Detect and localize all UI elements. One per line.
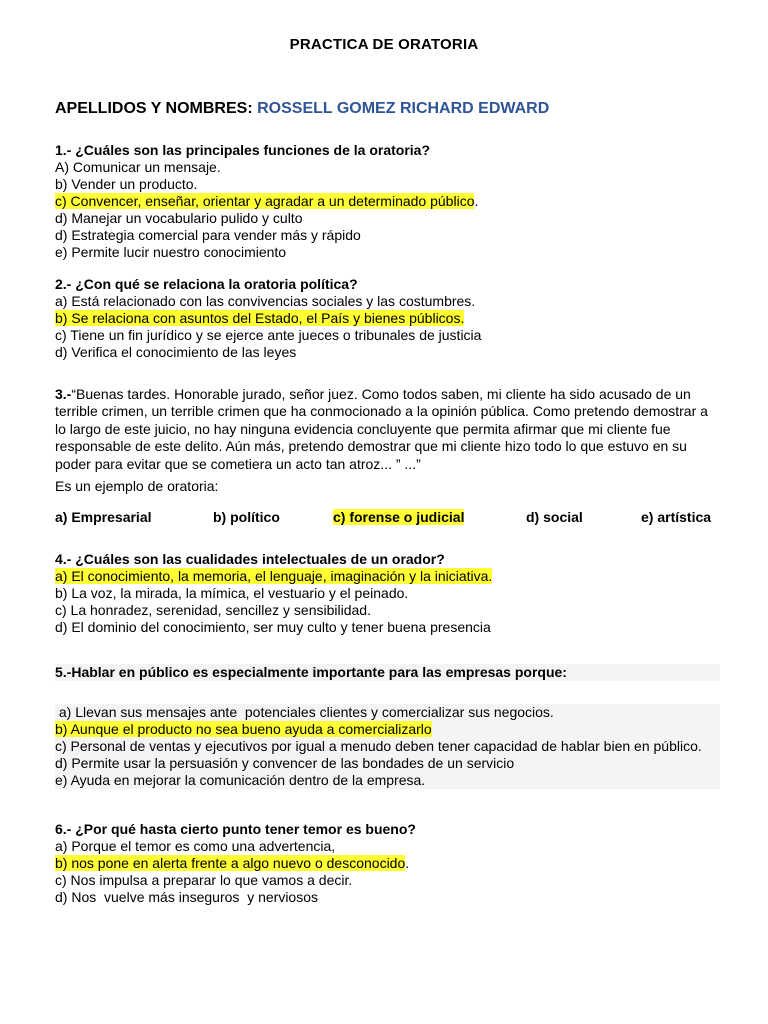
q1-option-b: b) Vender un producto. [55, 176, 198, 192]
q3-option-d: d) social [526, 509, 583, 525]
question-4-title [55, 551, 720, 568]
q6-option-a: a) Porque el temor es como una advertencia, [55, 838, 336, 854]
q1-option-e: e) Permite lucir nuestro conocimiento [55, 244, 287, 260]
question-2-text: ¿Con qué se relaciona la oratoria política? [75, 276, 358, 292]
question-3 [55, 386, 720, 473]
question-5-title: 5.-Hablar en público es especialmente importante para las empresas porque: [55, 664, 720, 681]
q2-option-d: d) Verifica el conocimiento de las leyes [55, 344, 297, 360]
question-3-number: 3.- [55, 386, 72, 402]
q1-option-c-answer [55, 193, 720, 210]
q6-option-c: c) Nos impulsa a preparar lo que vamos a decir. [55, 872, 353, 888]
page-title: PRACTICA DE ORATORIA [289, 36, 479, 53]
student-name-line [55, 100, 549, 118]
question-5 [55, 664, 720, 681]
q3-option-e: e) artística [641, 509, 712, 525]
question-5-options [55, 704, 720, 789]
q5-answer-highlight: b) Aunque el producto no sea bueno ayuda a comercializarlo [55, 721, 432, 737]
question-1-title [55, 142, 720, 159]
q4-answer-highlight: a) El conocimiento, la memoria, el lenguaje, imaginación y la iniciativa. [55, 568, 493, 584]
question-3-quote: “Buenas tardes. Honorable jurado, señor juez. Como todos saben, mi cliente ha sido acusado de un terrible crimen, un terrible crimen que ha conmocionado a la opinión pública. Como pretendo demostrar a lo largo de este juicio, no hay ninguna evidencia concluyente que permita afirmar que mi cliente fue responsable de este delito. Aún más, pretendo demostrar que mi cliente hizo todo lo que estuvo en su poder para evitar que se cometiera un acto tan atroz... ” ...” [55, 386, 708, 472]
q5-option-a: a) Llevan sus mensajes ante potenciales clientes y comercializar sus negocios. [55, 704, 554, 720]
q2-option-b-answer [55, 310, 720, 327]
q4-option-c: c) La honradez, serenidad, sencillez y sensibilidad. [55, 602, 371, 618]
q2-answer-highlight: b) Se relaciona con asuntos del Estado, el País y bienes públicos. [55, 310, 465, 326]
question-2-title [55, 276, 720, 293]
q4-option-a-answer [55, 568, 720, 585]
q2-option-c: c) Tiene un fin jurídico y se ejerce ante jueces o tribunales de justicia [55, 327, 482, 343]
q3-option-a: a) Empresarial [55, 509, 152, 525]
question-6 [55, 821, 720, 906]
question-1 [55, 142, 720, 261]
question-3-options [55, 509, 720, 527]
q6-option-d: d) Nos vuelve más inseguros y nerviosos [55, 889, 318, 905]
q5-option-d: d) Permite usar la persuasión y convencer de las bondades de un servicio [55, 755, 515, 771]
student-name: ROSSELL GOMEZ RICHARD EDWARD [257, 100, 550, 117]
question-6-number: 6.- [55, 821, 72, 837]
question-2 [55, 276, 720, 361]
question-3-prompt: Es un ejemplo de oratoria: [55, 478, 219, 494]
q5-option-e: e) Ayuda en mejorar la comunicación dentro de la empresa. [55, 772, 426, 788]
q4-option-b: b) La voz, la mirada, la mímica, el vestuario y el peinado. [55, 585, 409, 601]
question-4 [55, 551, 720, 636]
q1-answer-period: . [474, 193, 479, 209]
q3-option-c-answer: c) forense o judicial [333, 509, 465, 525]
q1-option-d2: d) Estrategia comercial para vender más y rápido [55, 227, 361, 243]
question-2-number: 2.- [55, 276, 72, 292]
question-1-number: 1.- [55, 142, 72, 158]
q6-option-b-answer [55, 855, 720, 872]
q2-option-a: a) Está relacionado con las convivencias sociales y las costumbres. [55, 293, 476, 309]
question-4-text: ¿Cuáles son las cualidades intelectuales de un orador? [75, 551, 445, 567]
q5-option-b-answer [55, 721, 720, 738]
question-1-text: ¿Cuáles son las principales funciones de la oratoria? [75, 142, 430, 158]
question-6-title [55, 821, 720, 838]
question-6-text: ¿Por qué hasta cierto punto tener temor es bueno? [75, 821, 416, 837]
q4-option-d: d) El dominio del conocimiento, ser muy culto y tener buena presencia [55, 619, 491, 635]
q1-answer-highlight: c) Convencer, enseñar, orientar y agradar a un determinado público [55, 193, 475, 209]
q5-option-c: c) Personal de ventas y ejecutivos por igual a menudo deben tener capacidad de hablar bien en público. [55, 738, 702, 754]
q6-answer-highlight: b) nos pone en alerta frente a algo nuevo o desconocido [55, 855, 406, 871]
question-4-number: 4.- [55, 551, 72, 567]
q1-option-a: A) Comunicar un mensaje. [55, 159, 221, 175]
q1-option-d: d) Manejar un vocabulario pulido y culto [55, 210, 303, 226]
student-label: APELLIDOS Y NOMBRES: [55, 100, 253, 117]
q6-answer-period: . [405, 855, 410, 871]
q3-option-b: b) político [213, 509, 280, 525]
